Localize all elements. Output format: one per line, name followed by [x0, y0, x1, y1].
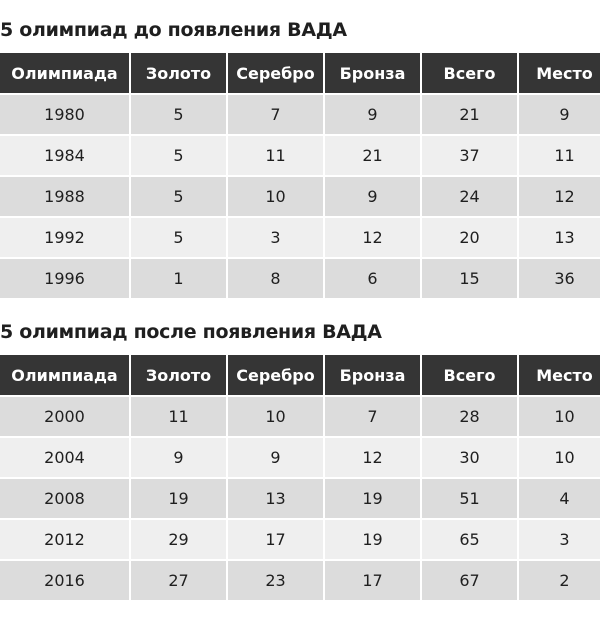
header-row — [0, 53, 600, 95]
table-cell: 51 — [422, 479, 517, 520]
table-cell: 13 — [519, 218, 600, 259]
table-cell: 9 — [228, 438, 323, 479]
table-cell: 21 — [325, 136, 420, 177]
table-cell: 3 — [228, 218, 323, 259]
table-cell: 9 — [519, 95, 600, 136]
table-cell: 12 — [325, 438, 420, 479]
table-cell: 2000 — [0, 397, 129, 438]
table-cell: 12 — [325, 218, 420, 259]
table-title: 5 олимпиад после появления ВАДА — [0, 321, 382, 343]
column-header: Место — [519, 355, 600, 397]
column-header: Всего — [422, 355, 517, 397]
table-row — [0, 259, 600, 298]
table-cell: 9 — [131, 438, 226, 479]
table-cell: 2 — [519, 561, 600, 600]
table-cell: 1984 — [0, 136, 129, 177]
table-row — [0, 95, 600, 136]
table-cell: 4 — [519, 479, 600, 520]
table-title: 5 олимпиад до появления ВАДА — [0, 19, 347, 41]
table-cell: 20 — [422, 218, 517, 259]
table-cell: 5 — [131, 218, 226, 259]
table-row — [0, 438, 600, 479]
table-row — [0, 561, 600, 600]
medal-table-after — [0, 355, 600, 600]
table-cell: 19 — [325, 479, 420, 520]
column-header: Золото — [131, 53, 226, 95]
table-cell: 11 — [519, 136, 600, 177]
table-cell: 5 — [131, 177, 226, 218]
table-cell: 8 — [228, 259, 323, 298]
table-cell: 1996 — [0, 259, 129, 298]
table-cell: 19 — [325, 520, 420, 561]
table-cell: 2008 — [0, 479, 129, 520]
table-cell: 36 — [519, 259, 600, 298]
table-cell: 1980 — [0, 95, 129, 136]
header-row — [0, 355, 600, 397]
table-cell: 24 — [422, 177, 517, 218]
table-cell: 9 — [325, 177, 420, 218]
table-cell: 67 — [422, 561, 517, 600]
table-cell: 19 — [131, 479, 226, 520]
table-cell: 28 — [422, 397, 517, 438]
table-cell: 12 — [519, 177, 600, 218]
table-cell: 6 — [325, 259, 420, 298]
column-header: Серебро — [228, 53, 323, 95]
column-header: Всего — [422, 53, 517, 95]
table-cell: 10 — [519, 397, 600, 438]
table-cell: 9 — [325, 95, 420, 136]
column-header: Олимпиада — [0, 355, 129, 397]
table-cell: 37 — [422, 136, 517, 177]
table-row — [0, 218, 600, 259]
column-header: Место — [519, 53, 600, 95]
table-cell: 11 — [131, 397, 226, 438]
table-cell: 1988 — [0, 177, 129, 218]
table-row — [0, 177, 600, 218]
table-cell: 10 — [228, 177, 323, 218]
column-header: Бронза — [325, 355, 420, 397]
table-cell: 2016 — [0, 561, 129, 600]
table-cell: 11 — [228, 136, 323, 177]
table-cell: 15 — [422, 259, 517, 298]
table-cell: 13 — [228, 479, 323, 520]
table-cell: 29 — [131, 520, 226, 561]
column-header: Олимпиада — [0, 53, 129, 95]
table-cell: 23 — [228, 561, 323, 600]
table-cell: 1 — [131, 259, 226, 298]
table-cell: 17 — [325, 561, 420, 600]
table-cell: 21 — [422, 95, 517, 136]
column-header: Серебро — [228, 355, 323, 397]
table-cell: 2004 — [0, 438, 129, 479]
table-cell: 1992 — [0, 218, 129, 259]
table-cell: 3 — [519, 520, 600, 561]
column-header: Бронза — [325, 53, 420, 95]
table-row — [0, 520, 600, 561]
table-row — [0, 136, 600, 177]
table-row — [0, 397, 600, 438]
table-cell: 2012 — [0, 520, 129, 561]
table-row — [0, 479, 600, 520]
table-cell: 10 — [519, 438, 600, 479]
table-cell: 5 — [131, 136, 226, 177]
table-cell: 27 — [131, 561, 226, 600]
table-cell: 17 — [228, 520, 323, 561]
column-header: Золото — [131, 355, 226, 397]
table-cell: 10 — [228, 397, 323, 438]
table-cell: 30 — [422, 438, 517, 479]
table-cell: 7 — [325, 397, 420, 438]
medal-table-before — [0, 53, 600, 298]
table-cell: 5 — [131, 95, 226, 136]
table-cell: 7 — [228, 95, 323, 136]
table-cell: 65 — [422, 520, 517, 561]
